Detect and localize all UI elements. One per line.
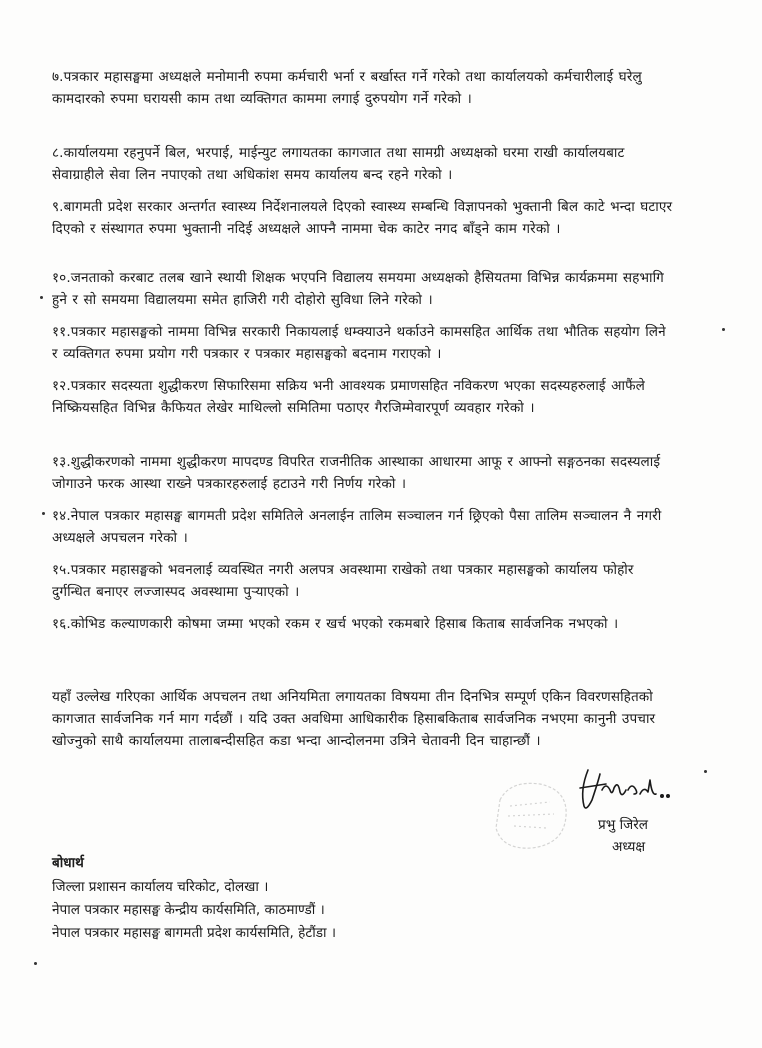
item-16 xyxy=(52,613,676,635)
scan-speck xyxy=(40,296,43,299)
item-text: ९.बागमती प्रदेश सरकार अन्तर्गत स्वास्थ्य निर्देशनालयले दिएको स्वास्थ्य सम्बन्धि विज्ञापनको भुक्तानी बिल काटे भन्दा घटाएर दिएको र संस्थागत रुपमा भुक्तानी नदिई अध्यक्षले आफ्नै नाममा चेक काटेर नगद बाँड्ने काम गरेको । xyxy=(52,199,673,237)
cc-recipient: जिल्ला प्रशासन कार्यालय चरिकोट, दोलखा । xyxy=(52,879,269,895)
cc-recipient: नेपाल पत्रकार महासङ्घ बागमती प्रदेश कार्यसमिति, हेटौंडा । xyxy=(52,925,336,941)
signature-block xyxy=(470,760,710,870)
item-text: १४.नेपाल पत्रकार महासङ्घ बागमती प्रदेश समितिले अनलाईन तालिम सञ्चालन गर्न छ्रिएको पैसा तालिम सञ्चालन नै नगरी अध्यक्षले अपचलन गरेको । xyxy=(52,508,662,546)
cc-list xyxy=(52,876,336,945)
item-text: १६.कोभिड कल्याणकारी कोषमा जम्मा भएको रकम र खर्च भएको रकमबारे हिसाब किताब सार्वजनिक नभएको । xyxy=(52,616,619,632)
item-text: ८.कार्यालयमा रहनुपर्ने बिल, भरपाई, माईन्युट लगायतका कागजात तथा सामग्री अध्यक्षको घरमा राखी कार्यालयबाट सेवाग्राहीले सेवा लिन नपाएको तथा अधिकांश समय कार्यालय बन्द रहने गरेको । xyxy=(52,145,625,183)
scan-speck xyxy=(42,512,45,515)
item-text: ११.पत्रकार महासङ्घको नाममा विभिन्न सरकारी निकायलाई धम्क्याउने थर्काउने कामसहित आर्थिक तथा भौतिक सहयोग लिने र व्यक्तिगत रुपमा प्रयोग गरी पत्रकार र पत्रकार महासङ्घको बदनाम गराएको । xyxy=(52,324,666,362)
scan-speck xyxy=(34,962,37,965)
cc-recipient: नेपाल पत्रकार महासङ्घ केन्द्रीय कार्यसमिति, काठमाण्डौं । xyxy=(52,902,325,918)
item-text: १०.जनताको करबाट तलब खाने स्थायी शिक्षक भएपनि विद्यालय समयमा अध्यक्षको हैसियतमा विभिन्न कार्यक्रममा सहभागि हुने र सो समयमा विद्यालयमा समेत हाजिरी गरी दोहोरो सुविधा लिने गरेको । xyxy=(52,270,664,308)
item-11 xyxy=(52,321,676,365)
item-text: १५.पत्रकार महासङ्घको भवनलाई व्यवस्थित नगरी अलपत्र अवस्थामा राखेको तथा पत्रकार महासङ्घको कार्यालय फोहोर दुर्गन्धित बनाएर लज्जास्पद अवस्थामा पुऱ्याएको । xyxy=(52,562,634,600)
item-9 xyxy=(52,196,676,240)
scan-speck xyxy=(704,770,707,773)
item-text: १२.पत्रकार सदस्यता शुद्धीकरण सिफारिसमा सक्रिय भनी आवश्यक प्रमाणसहित नविकरण भएका सदस्यहरुलाई आफैंले निष्क्रियसहित विभिन्न कैफियत लेखेर माथिल्लो समितिमा पठाएर गैरजिम्मेवारपूर्ण व्यवहार गरेको । xyxy=(52,378,645,416)
item-12 xyxy=(52,375,676,419)
item-8 xyxy=(52,142,676,186)
item-10 xyxy=(52,267,676,311)
handwritten-signature xyxy=(570,760,680,820)
closing-text: यहाँ उल्लेख गरिएका आर्थिक अपचलन तथा अनियमिता लगायतका विषयमा तीन दिनभित्र सम्पूर्ण एकिन विवरणसहितको कागजात सार्वजनिक गर्न माग गर्दछौं । यदि उक्त अवधिमा आधिकारीक हिसाबकिताब सार्वजनिक नभएमा कानुनी उपचार खोज्नुको साथै कार्यालयमा तालाबन्दीसहित कडा भन्दा आन्दोलनमा उत्रिने चेतावनी दिन चाहान्छौं । xyxy=(52,689,656,749)
closing-paragraph xyxy=(52,686,676,752)
signer-name: प्रभु जिरेल xyxy=(598,817,648,833)
item-15 xyxy=(52,559,676,603)
item-14 xyxy=(52,505,676,549)
item-7 xyxy=(52,66,676,110)
item-13 xyxy=(52,451,676,495)
faded-stamp xyxy=(480,770,580,860)
signer-title: अध्यक्ष xyxy=(612,839,646,855)
item-text: १३.शुद्धीकरणको नाममा शुद्धीकरण मापदण्ड विपरित राजनीतिक आस्थाका आधारमा आफू र आफ्नो सङ्गठनका सदस्यलाई जोगाउने फरक आस्था राख्ने पत्रकारहरुलाई हटाउने गरी निर्णय गरेको । xyxy=(52,454,661,492)
item-text: ७.पत्रकार महासङ्घमा अध्यक्षले मनोमानी रुपमा कर्मचारी भर्ना र बर्खास्त गर्ने गरेको तथा कार्यालयको कर्मचारीलाई घरेलु कामदारको रुपमा घरायसी काम तथा व्यक्तिगत काममा लगाई दुरुपयोग गर्ने गरेको । xyxy=(52,69,642,107)
cc-heading: बोधार्थ xyxy=(52,855,84,871)
scan-speck xyxy=(722,328,725,331)
